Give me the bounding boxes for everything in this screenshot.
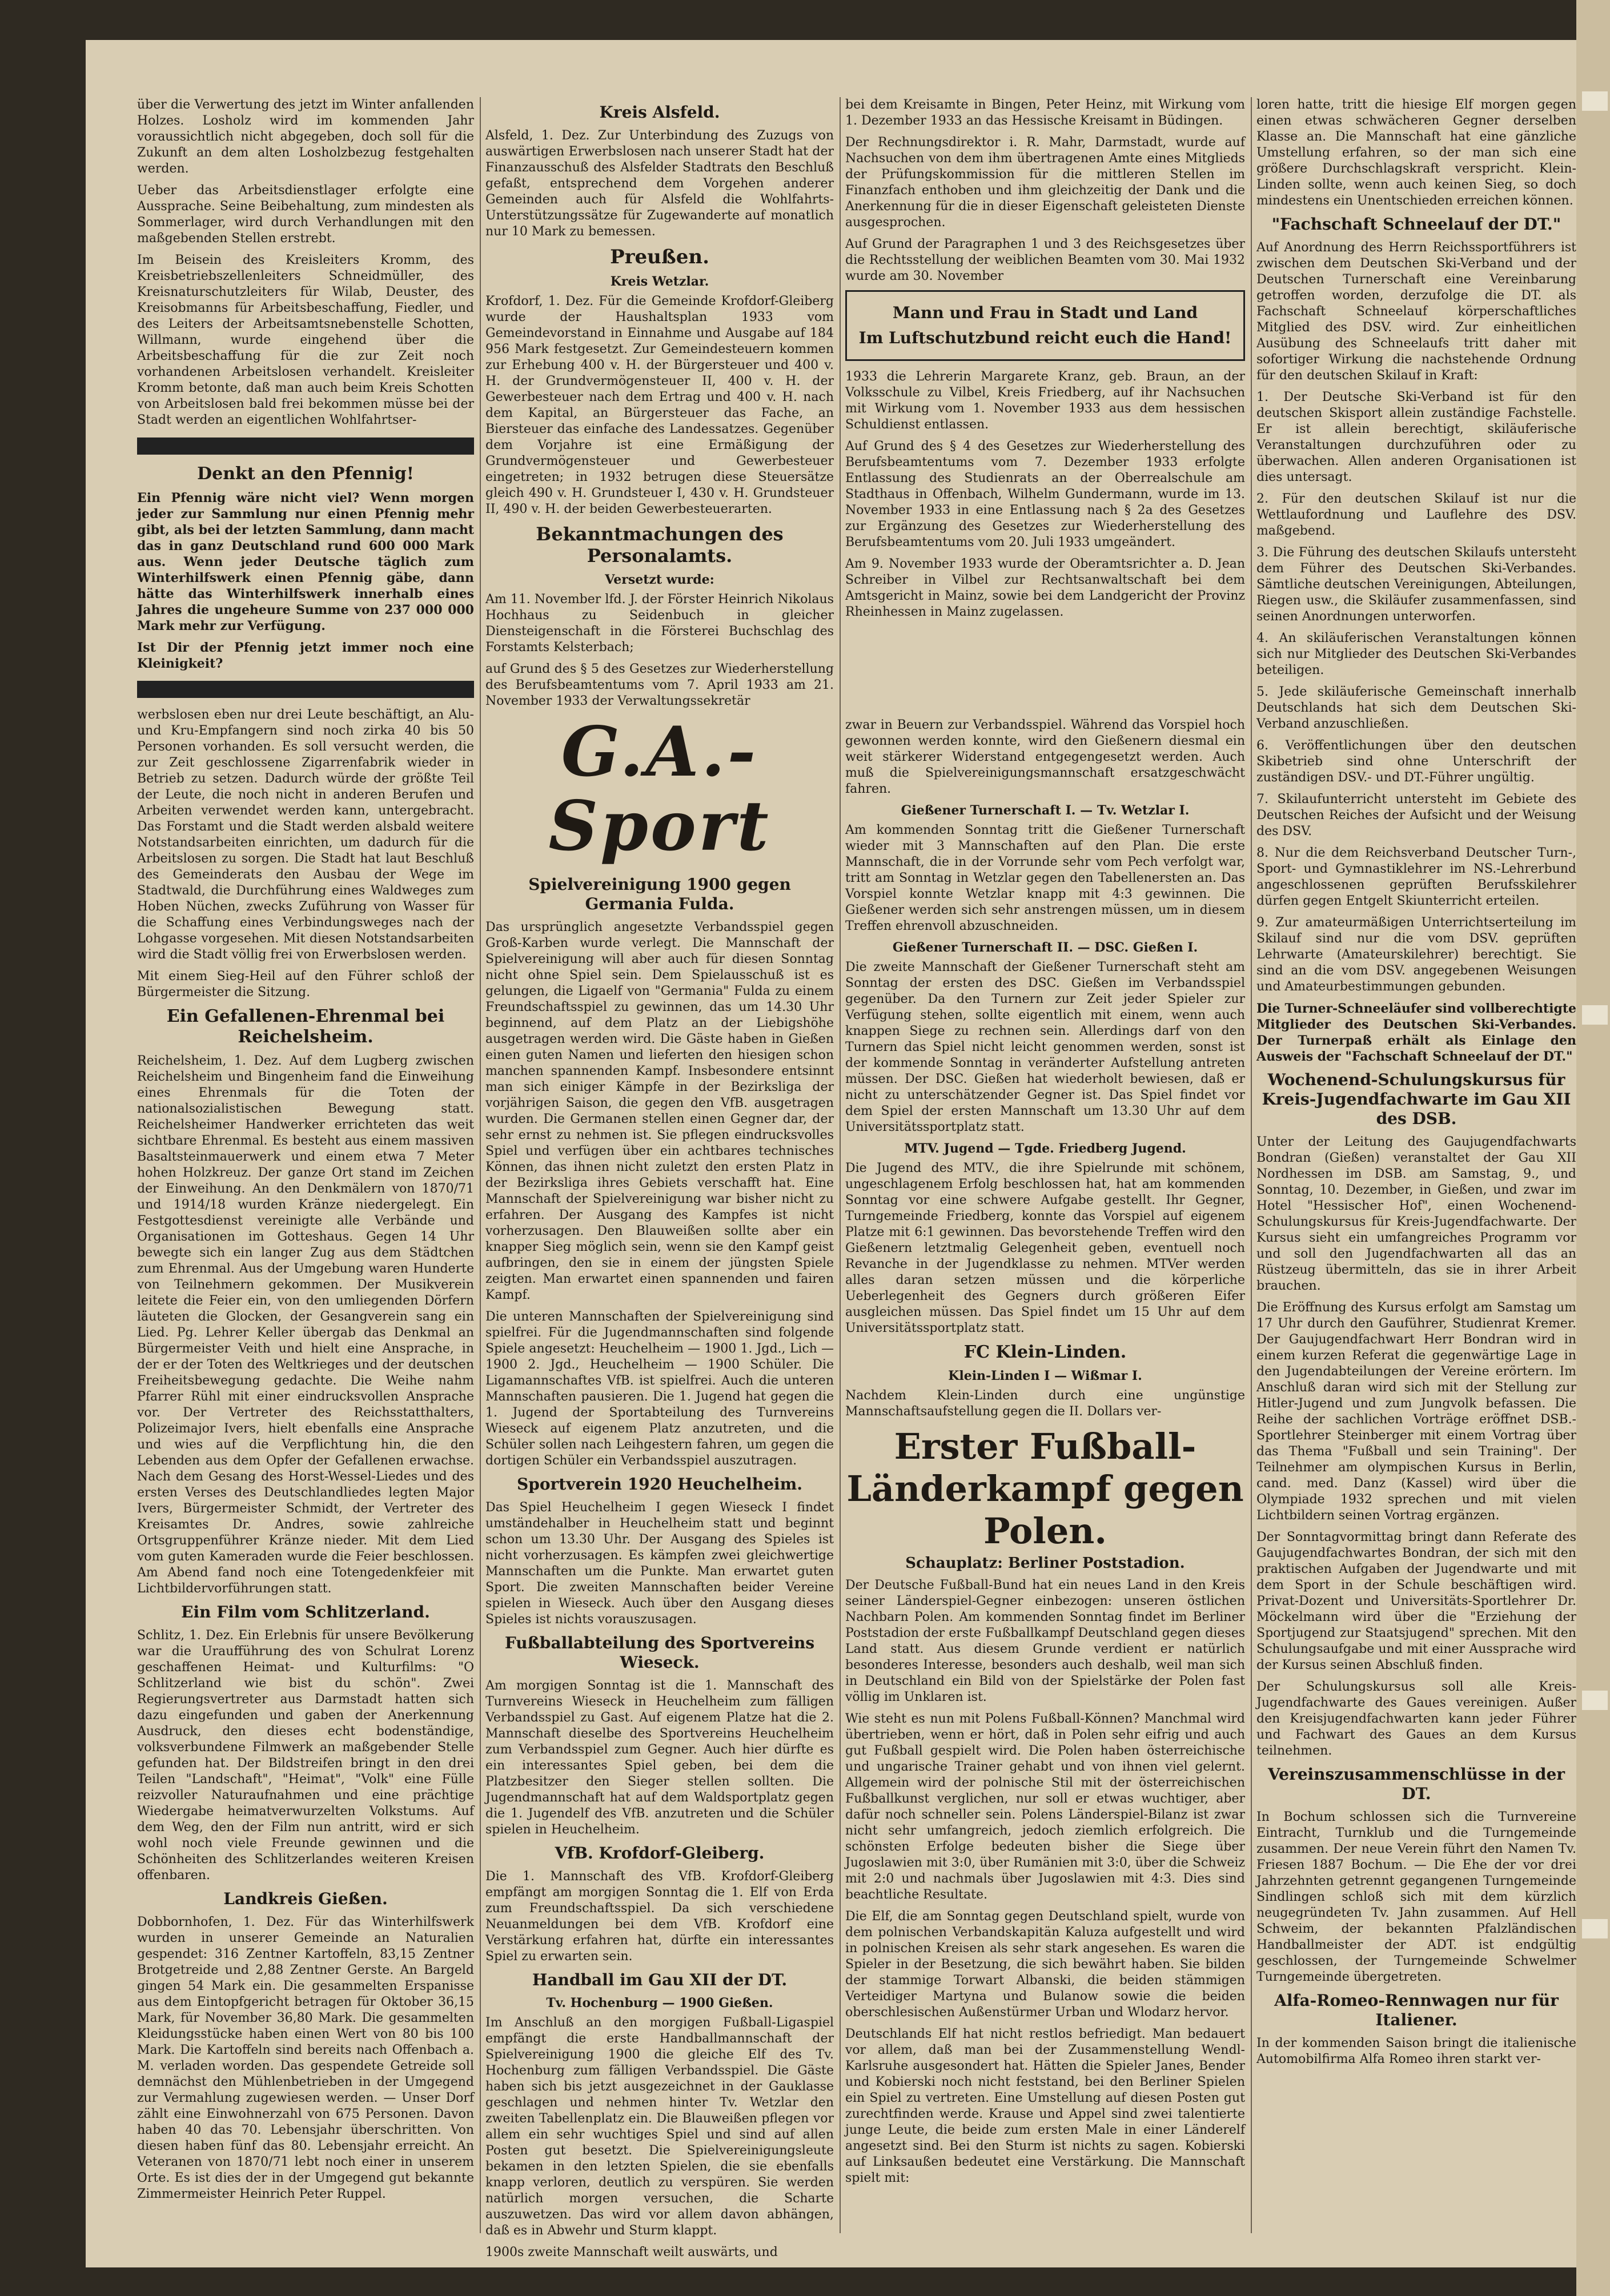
article-text: Am 9. November 1933 wurde der Oberamtsrichter a. D. Jean Schreiber in Vilbel zur Rechtsanwaltschaft bei dem Amtsgericht in Mainz, sowie bei dem Landgericht der Provinz Rheinhessen in Mainz zugelassen. [845,557,1245,619]
headline: Handball im Gau XII der DT. [532,1970,788,1989]
newspaper-page [86,40,1576,2267]
adjacent-page-edge [1576,0,1610,2296]
article-text: 1933 die Lehrerin Margarete Kranz, geb. Braun, an der Volksschule zu Vilbel, Kreis Friedberg, auf ihr Nachsuchen mit Wirkung vom 1. November 1933 aus dem hessischen Schuldienst entlassen. [845,370,1245,432]
article-text: Ein Pfennig wäre nicht viel? Wenn morgen jeder zur Sammlung nur einen Pfennig mehr gibt, als bei der letzten Sammlung, dann macht das in ganz Deutschland rund 600 000 Mark aus. Wenn jeder Deutsche täglich zum Winterhilfswerk einen Pfennig gäbe, dann hätte das Winterhilfswerk innerhalb eines Jahres die ungeheure Summe von 237 000 000 Mark mehr zur Verfügung. [137,491,474,633]
article-text: Schlitz, 1. Dez. Ein Erlebnis für unsere Bevölkerung war die Uraufführung des von Schulrat Lorenz geschaffenen Heimat- und Kulturfilms: "O Schlitzerland wie bist du schön". Zwei Regierungsvertreter aus Darmstadt hatten sich dazu eingefunden und gaben der Anerkennung Ausdruck, den dieses echt bodenständige, volksverbundene Filmwerk an maßgebender Stelle gefunden hat. Der Bildstreifen bringt in den drei Teilen "Landschaft", "Heimat", "Volk" eine Fülle reizvoller Naturaufnahmen und eine prächtige Wiedergabe heimatverwurzelten Volkstums. Auf dem Weg, den der Film nun antritt, wird er sich wohl noch viele Freunde gewinnen und die Schönheiten des Schlitzerlandes weiteren Kreisen offenbaren. [137,1628,474,1882]
headline: Spielvereinigung 1900 gegen Germania Fulda. [528,875,791,913]
article-text: 5. Jede skiläuferische Gemeinschaft innerhalb Deutschlands hat sich dem Deutschen Ski-Verband anzuschließen. [1256,685,1576,731]
column-1 [137,97,474,2233]
article-text: Ist Dir der Pfennig jetzt immer noch eine Kleinigkeit? [137,640,474,671]
article-text: Die unteren Mannschaften der Spielvereinigung sind spielfrei. Für die Jugendmannschaften sind folgende Spiele angesetzt: Heuchelheim — 1900 1. Jgd., Lich — 1900 2. Jgd., Heuchelheim — 1900 Schüler. Die Ligamannschaftes VfB. ist spielfrei. Auch die unteren Mannschaften pausieren. Die 1. Jugend hat gegen die 1. Jugend der Sportabteilung des Turnvereins Wieseck auf eigenem Platz anzutreten, und die Schüler sollen nach Leihgestern fahren, um gegen die dortigen Schüler ein Verbandsspiel auszutragen. [485,1310,834,1468]
subheadline: Gießener Turnerschaft I. — Tv. Wetzlar I. [901,803,1190,818]
black-rule [137,437,474,455]
article-text: Am 11. November lfd. J. der Förster Heinrich Nikolaus Hochhaus zu Seidenbuch in gleicher Diensteigenschaft in die Försterei Buchschlag des Forstamts Kelsterbach; [485,592,834,655]
article-text: loren hatte, tritt die hiesige Elf morgen gegen einen etwas schwächeren Gegner derselben Klasse an. Die Mannschaft hat eine gänzliche Umstellung erfahren, so der man sich eine größere Durchschlagskraft verspricht. Klein-Linden sollte, wenn auch keinen Sieg, so doch mindestens ein Unentschieden erreichen können. [1256,98,1576,208]
article-text: Das ursprünglich angesetzte Verbandsspiel gegen Groß-Karben wurde verlegt. Die Mannschaft der Spielvereinigung will aber auch für diesen Sonntag nicht ohne Spiel sein. Dem Spielausschuß ist es gelungen, die Ligaelf von "Germania" Fulda zu einem Freundschaftsspiel zu gewinnen, das um 14.30 Uhr beginnend, auf dem Platz an der Liebigshöhe ausgetragen werden wird. Die Gäste haben in Gießen einen guten Namen und lieferten den hiesigen schon manchen spannenden Kampf. Insbesondere entsinnt man sich einiger Kämpfe in der Bezirksliga der vorjährigen Saison, die gegen den VfB. ausgetragen wurden. Die Germanen stellen einen Gegner dar, der sehr ernst zu nehmen ist. Sie pflegen eindrucksvolles Spiel und verfügen über ein achtbares technisches Können, das ihnen nicht zuletzt den ersten Platz in der Bezirksliga ihres Gebiets verschafft hat. Eine Mannschaft der Spielvereinigung war bisher nicht zu erfahren. Der Ausgang des Kampfes ist nicht vorherzusagen. Den Blauweißen sollte aber ein knapper Sieg möglich sein, wenn sie den Kampf geist aufbringen, den sie in einem der jüngsten Spiele zeigten. Man erwartet einen spannenden und fairen Kampf. [485,920,834,1302]
article-text: Deutschlands Elf hat nicht restlos befriedigt. Man bedauert vor allem, daß man bei der Zusammenstellung Wendl-Karlsruhe ausgesondert hat. Hätten die Spieler Janes, Bender und Kobierski noch nicht feststand, bei den Berliner Spielen ein Spiel zu vertreten. Eine Umstellung auf diesen Posten gut zurechtfinden werde. Krause und Appel sind zwei talentierte junge Leute, die beide zum ersten Male in einer Länderelf angesetzt sind. Bei den Sturm ist nichts zu sagen. Kobierski auf Linksaußen bedeutet eine Verstärkung. Die Mannschaft spielt mit: [845,2027,1245,2185]
page-tab [1582,91,1608,111]
column-rule [1251,97,1252,2233]
sport-section-heading: G.A.-Sport [548,712,771,866]
box-line: Mann und Frau in Stadt und Land [892,303,1198,322]
article-text: 2. Für den deutschen Skilauf ist nur die Wettlaufordnung und Lauflehre des DSV. maßgebend. [1256,492,1576,538]
article-text: Reichelsheim, 1. Dez. Auf dem Lugberg zwischen Reichelsheim und Bingenheim fand die Einweihung eines Ehrenmals für die Toten der nationalsozialistischen Bewegung statt. Reichelsheimer Handwerker errichteten das weit sichtbare Ehrenmal. Es besteht aus einem massiven Basaltsteinmauerwerk und einem etwa 7 Meter hohen Holzkreuz. Der ganze Ort stand im Zeichen der Einweihung. An den Denkmälern von 1870/71 und 1914/18 wurden Kränze niedergelegt. Ein Festgottesdienst vereinigte alle Verbände und Organisationen im Gotteshaus. Gegen 14 Uhr bewegte sich ein langer Zug aus dem Städtchen zum Ehrenmal. Aus der Umgebung waren Hunderte von Teilnehmern gekommen. Der Musikverein leitete die Feier ein, von den umliegenden Dörfern läuteten die Glocken, der Gesangverein sang ein Lied. Pg. Lehrer Keller übergab das Denkmal an Bürgermeister Veith und hielt eine Ansprache, in der er der Toten des Weltkrieges und der deutschen Freiheitsbewegung gedachte. Die Weihe nahm Pfarrer Rühl mit einer eindrucksvollen Ansprache vor. Der Vertreter des Reichsstatthalters, Polizeimajor Ivers, hielt ebenfalls eine Ansprache und wies auf die Verpflichtung hin, die den Lebenden aus dem Opfer der Gefallenen erwachse. Nach dem Gesang des Horst-Wessel-Liedes und des ersten Verses des Deutschlandliedes legten Major Ivers, Bürgermeister Schmidt, der Vertreter des Kreisamtes Dr. Andres, sowie zahlreiche Ortsgruppenführer Kränze nieder. Mit dem Lied vom guten Kameraden wurde die Feier beschlossen. Am Abend fand noch eine Totengedenkfeier mit Lichtbildervorführungen statt. [137,1054,474,1596]
column-4 [1256,97,1576,2233]
subheadline: Kreis Wetzlar. [610,274,709,289]
article-text: Der Rechnungsdirektor i. R. Mahr, Darmstadt, wurde auf Nachsuchen von dem ihm übertragenen Amte eines Mitglieds der Prüfungskommission für die mittleren Stellen im Finanzfach enthoben und ihm gleichzeitig der Dank und die Anerkennung für die in dieser Eigenschaft geleisteten Dienste ausgesprochen. [845,135,1245,230]
article-text: Unter der Leitung des Gaujugendfachwarts Bondran (Gießen) veranstaltet der Gau XII Nordhessen im DSB. am Samstag, 9., und Sonntag, 10. Dezember, in Gießen, und zwar im Hotel "Hessischer Hof", einen Wochenend-Schulungskursus für Kreis-Jugendfachwarte. Der Kursus sieht ein umfangreiches Programm vor und soll den Jugendfachwarten all das an Rüstzeug übermitteln, das sie in ihrer Arbeit brauchen. [1256,1135,1576,1293]
article-text: Der Schulungskursus soll alle Kreis-Jugendfachwarte des Gaues vereinigen. Außer den Kreisjugendfachwarten kann jeder Führer und Fachwart des Gaues an dem Kursus teilnehmen. [1256,1680,1576,1758]
page-tab [1582,1919,1608,1938]
polen-banner-headline: Erster Fußball-Länderkampf gegen Polen. [846,1426,1244,1552]
black-rule [137,681,474,698]
article-text: über die Verwertung des jetzt im Winter anfallenden Holzes. Losholz wird im kommenden Jahr voraussichtlich nicht abgegeben, doch soll für die Zukunft an dem alten Losholzbezug festgehalten werden. [137,98,474,176]
article-text: Auf Grund des § 4 des Gesetzes zur Wiederherstellung des Berufsbeamtentums vom 7. Dezember 1933 erfolgte Entlassung des Studienrats an der Oberrealschule am Stadthaus in Offenbach, Wilhelm Gundermann, wurde im 13. November 1933 in eine Entlassung nach § 2a des Gesetzes zur Ergänzung des Gesetzes zur Wiederherstellung des Berufsbeamtentums vom 20. Juli 1933 umgeändert. [845,439,1245,549]
subheadline: Klein-Linden I — Wißmar I. [948,1368,1142,1383]
headline: Fußballabteilung des Sportvereins Wieseck. [504,1633,815,1672]
article-text: Die Elf, die am Sonntag gegen Deutschland spielt, wurde von dem polnischen Verbandskapitän Kaluza aufgestellt und wird in polnischen Kreisen als sehr stark angesehen. Es waren die Spieler in der Besetzung, die sich bewährt haben. Sie bilden der stammige Torwart Albanski, die beiden stämmigen Verteidiger Martyna und Bulanow sowie die beiden oberschlesischen Außenstürmer Urban und Wlodarz hervor. [845,1909,1245,2020]
article-text: Krofdorf, 1. Dez. Für die Gemeinde Krofdorf-Gleiberg wurde der Haushaltsplan 1933 vom Gemeindevorstand in Einnahme und Ausgabe auf 184 956 Mark festgesetzt. Zur Gemeindesteuern kommen zur Erhebung 400 v. H. der Bürgersteuer und 400 v. H. der Grundvermögensteuer II, 400 v. H. der Gewerbesteuer nach dem Ertrag und 400 v. H. nach dem Kapital, an Bürgersteuer das Fache, an Biersteuer das einfache des Landessatzes. Gegenüber dem Vorjahre ist eine Ermäßigung der Grundvermögensteuer und Gewerbesteuer eingetreten; in 1932 betrugen diese Steuersätze gleich 490 v. H. Grundsteuer I, 430 v. H. Grundsteuer II, 490 v. H. der beiden Gewerbesteuerarten. [485,294,834,516]
article-text: 1. Der Deutsche Ski-Verband ist für den deutschen Skisport allein zuständige Fachstelle. Er ist allein berechtigt, skiläuferische Veranstaltungen durchzuführen oder zu überwachen. Allen anderen Organisationen ist dies untersagt. [1256,390,1576,484]
subheadline: Schauplatz: Berliner Poststadion. [905,1555,1185,1572]
subheadline: Gießener Turnerschaft II. — DSC. Gießen I. [892,940,1198,955]
article-text: werbslosen eben nur drei Leute beschäftigt, an Alu- und Kru-Empfangern sind noch zirka 40 bis 50 Personen vorhanden. Es soll versucht werden, die zur Zeit geschlossene Zigarrenfabrik wieder in Betrieb zu setzen. Dadurch würde der größte Teil der Leute, die noch nicht in anderen Berufen und Arbeiten verwendet werden kann, untergebracht. Das Forstamt und die Stadt werden alsbald weitere Notstandsarbeiten einrichten, um dadurch für die Arbeitslosen zu sorgen. Die Stadt hat laut Beschluß des Gemeinderats den Ausbau der Wege im Stadtwald, die Durchführung eines Waldweges zum Hoben Nüchen, zwecks Zuführung von Wasser für die Schaffung eines Verbindungsweges nach der Lohgasse vorgesehen. Mit diesen Notstandsarbeiten wird die Stadt völlig frei von Erwerbslosen werden. [137,708,474,962]
box-line: Im Luftschutzbund reicht euch die Hand! [858,328,1232,347]
column-rule [840,97,841,2233]
article-text: Das Spiel Heuchelheim I gegen Wieseck I findet umständehalber in Heuchelheim statt und beginnt schon um 13.30 Uhr. Der Ausgang des Spieles ist nicht vorherzusagen. Es kämpfen zwei gleichwertige Mannschaften um die Punkte. Man erwartet guten Sport. Die zweiten Mannschaften beider Vereine spielen in Wieseck. Auch über den Ausgang dieses Spieles ist nichts vorauszusagen. [485,1500,834,1627]
article-text: Mit einem Sieg-Heil auf den Führer schloß der Bürgermeister die Sitzung. [137,969,474,1000]
article-text: Die Turner-Schneeläufer sind vollberechtigte Mitglieder des Deutschen Ski-Verbandes. Der Turnerpaß erhält als Einlage den Ausweis der "Fachschaft Schneelauf der DT." [1256,1001,1576,1064]
headline: Ein Film vom Schlitzerland. [181,1603,430,1621]
article-text: Ueber das Arbeitsdienstlager erfolgte eine Aussprache. Seine Beibehaltung, zum mindesten als Sommerlager, wird durch Verhandlungen mit den maßgebenden Stellen erstrebt. [137,183,474,246]
subheadline: Tv. Hochenburg — 1900 Gießen. [546,1996,773,2010]
article-text: In der kommenden Saison bringt die italienische Automobilfirma Alfa Romeo ihren starkt ver- [1256,2036,1576,2066]
article-text: Die zweite Mannschaft der Gießener Turnerschaft steht am Sonntag der ersten des DSC. Gießen im Verbandsspiel gegenüber. Da den Turnern zur Zeit jeder Spieler zur Verfügung stehen, sollte eigentlich mit einem, wenn auch knappen Siege zu rechnen sein. Allerdings darf von den Turnern das Spiel nicht leicht genommen werden, sonst ist der kommende Sonntag in veränderter Aufstellung antreten müssen. Der DSC. Gießen hat wiederholt bewiesen, daß er nicht zu unterschätzender Gegner ist. Das Spiel findet vor dem Spiel der ersten Mannschaft um 13.30 Uhr auf dem Universitätssportplatz statt. [845,960,1245,1134]
headline: Denkt an den Pfennig! [197,464,414,484]
article-text: 4. An skiläuferischen Veranstaltungen können sich nur Mitglieder des Deutschen Ski-Verbandes beteiligen. [1256,631,1576,677]
article-text: Auf Anordnung des Herrn Reichssportführers ist zwischen dem Deutschen Ski-Verband und der Deutschen Turnerschaft eine Vereinbarung getroffen worden, derzufolge die DT. als Fachschaft Schneelauf körperschaftliches Mitglied des DSV. wird. Zur einheitlichen Ausübung des Schneelaufs tritt daher mit sofortiger Wirkung die nachstehende Ordnung für den deutschen Skilauf in Kraft: [1256,240,1576,383]
article-text: Am morgigen Sonntag ist die 1. Mannschaft des Turnvereins Wieseck in Heuchelheim zum fälligen Verbandsspiel zu Gast. Auf eigenem Platze hat die 2. Mannschaft dieselbe des Sportvereins Heuchelheim zum Verbandsspiel zum Gegner. Auch hier dürfte es ein interessantes Spiel geben, bei dem die Platzbesitzer den Sieger stellen sollten. Die Jugendmannschaft hat auf dem Waldsportplatz gegen die 1. Jugendelf des VfB. anzutreten und die Schüler spielen in Heuchelheim. [485,1679,834,1837]
subheadline: Versetzt wurde: [605,572,714,587]
subheadline: MTV. Jugend — Tgde. Friedberg Jugend. [904,1141,1186,1156]
article-text: Am kommenden Sonntag tritt die Gießener Turnerschaft wieder mit 3 Mannschaften auf den Plan. Die erste Mannschaft, die in der Vorrunde sehr vom Pech verfolgt war, tritt am Sonntag in Wetzlar gegen den Tabellenersten an. Das Vorspiel konnte Wetzlar knapp mit 4:3 gewinnen. Die Gießener werden sich sehr anstrengen müssen, um in diesem Treffen ehrenvoll abzuschneiden. [845,823,1245,933]
headline: VfB. Krofdorf-Gleiberg. [555,1844,765,1863]
headline: Landkreis Gießen. [223,1889,388,1908]
headline: Alfa-Romeo-Rennwagen nur für Italiener. [1274,1991,1559,2029]
spacer [845,626,1245,717]
headline: Sportverein 1920 Heuchelheim. [517,1475,802,1494]
headline: Preußen. [610,246,709,268]
luftschutz-box [845,290,1245,361]
article-text: auf Grund des § 5 des Gesetzes zur Wiederherstellung des Berufsbeamtentums vom 7. April 1933 am 21. November 1933 der Verwaltungssekretär [485,662,834,708]
article-text: Dobbornhofen, 1. Dez. Für das Winterhilfswerk wurden in unserer Gemeinde an Naturalien gespendet: 316 Zentner Kartoffeln, 83,15 Zentner Brotgetreide und 2,88 Zentner Gerste. An Bargeld gingen 54 Mark ein. Die gesammelten Erspanisse aus dem Eintopfgericht betragen für Oktober 36,15 Mark, für November 36,80 Mark. Die gesammelten Kleidungsstücke haben einen Wert von 80 bis 100 Mark. Die Kartoffeln sind bereits nach Offenbach a. M. verladen worden. Das gespendete Getreide soll demnächst den Mühlenbetrieben in der Umgegend zur Vermahlung zugewiesen werden. — Unser Dorf zählt eine Einwohnerzahl von 675 Personen. Davon haben 40 das 70. Lebensjahr überschritten. Von diesen haben fünf das 80. Lebensjahr erreicht. An Veteranen von 1870/71 lebt noch einer in unserem Orte. Es ist dies der in der Umgegend gut bekannte Zimmermeister Heinrich Peter Ruppel. [137,1915,474,2201]
headline: FC Klein-Linden. [963,1342,1127,1362]
column-2 [485,97,834,2259]
article-text: Im Beisein des Kreisleiters Kromm, des Kreisbetriebszellenleiters Schneidmüller, des Kreisnaturschutzleiters für Wilab, Deuster, des Kreisobmanns für Arbeitsbeschaffung, Fiedler, und des Leiters der Arbeitsamtsnebenstelle Schotten, Willmann, wurde eingehend über die Arbeitsbeschaffung für die zur Zeit noch vorhandenen Arbeitslosen verhandelt. Kreisleiter Kromm betonte, daß man auch beim Kreis Schotten von Arbeitslosen bald frei bekommen müsse bei der Stadt werden an eigentlichen Wohlfahrtser- [137,253,474,427]
article-text: Auf Grund der Paragraphen 1 und 3 des Reichsgesetzes über die Rechtsstellung der weiblichen Beamten vom 30. Mai 1932 wurde am 30. November [845,237,1245,283]
headline: Ein Gefallenen-Ehrenmal bei Reichelsheim. [166,1006,445,1047]
column-rule [480,97,481,2233]
article-text: Die Jugend des MTV., die ihre Spielrunde mit schönem, ungeschlagenem Erfolg beschlossen hat, hat am kommenden Sonntag vor eine schwere Aufgabe gestellt. Ihr Gegner, Turngemeinde Friedberg, konnte das Vorspiel auf eigenem Platze mit 6:1 gewinnen. Das bevorstehende Treffen wird den Gießenern letztmalig Gelegenheit geben, eventuell noch Revanche in der Jugendklasse zu nehmen. MTVer werden alles daran setzen müssen und die körperliche Ueberlegenheit des Gegners durch größeren Eifer ausgleichen müssen. Das Spiel findet um 15 Uhr auf dem Universitätssportplatz statt. [845,1161,1245,1335]
article-text: zwar in Beuern zur Verbandsspiel. Während das Vorspiel hoch gewonnen werden konnte, wird den Gießenern diesmal ein weit stärkerer Widerstand entgegengesetzt werden. Auch muß die Spielvereinigungsmannschaft ersatzgeschwächt fahren. [845,718,1245,796]
article-text: Der Deutsche Fußball-Bund hat ein neues Land in den Kreis seiner Länderspiel-Gegner einbezogen: unseren östlichen Nachbarn Polen. Am kommenden Sonntag findet im Berliner Poststadion der erste Fußballkampf Deutschland gegen dieses Land statt. Aus diesem Grunde verdient er natürlich besonderes Interesse, besonders auch deshalb, weil man sich in Deutschland ein Bild von der Spielstärke der Polen fast völlig im Unklaren ist. [845,1578,1245,1704]
column-3 [845,97,1245,2233]
article-text: Die Eröffnung des Kursus erfolgt am Samstag um 17 Uhr durch den Gauführer, Studienrat Kremer. Der Gaujugendfachwart Herr Bondran wird in einem kurzen Referat die gegenwärtige Lage in den Jugendabteilungen der Vereine erörtern. Im Anschluß daran wird sich mit der Stellung zur Hitler-Jugend und zum Jungvolk befassen. Die Reihe der sachlichen Vorträge eröffnet DSB.-Sportlehrer Steinberger mit einem Vortrag über das Thema "Fußball und sein Training". Der Teilnehmer am olympischen Kursus in Berlin, cand. med. Danz (Kassel) wird über die Olympiade 1932 sprechen und mit vielen Lichtbildern seinen Vortrag ergänzen. [1256,1300,1576,1523]
article-text: 7. Skilaufunterricht untersteht im Gebiete des Deutschen Reiches der Aufsicht und der Weisung des DSV. [1256,792,1576,838]
article-text: 6. Veröffentlichungen über den deutschen Skibetrieb sind ohne Unterschrift der zuständigen DSV.- und DT.-Führer ungültig. [1256,738,1576,785]
page-tab [1582,1691,1608,1710]
headline: Wochenend-Schulungskursus für Kreis-Jugendfachwarte im Gau XII des DSB. [1262,1070,1571,1128]
article-text: Der Sonntagvormittag bringt dann Referate des Gaujugendfachwartes Bondran, der sich mit den praktischen Aufgaben der Jugendwarte und mit dem Sport in der Schule beschäftigen wird. Privat-Dozent und Universitäts-Sportlehrer Dr. Möckelmann wird über die "Erziehung der Sportjugend zur Staatsjugend" sprechen. Mit den Schulungsaufgabe und mit einer Aussprache wird der Kursus seinen Abschluß finden. [1256,1530,1576,1672]
headline: Vereinszusammenschlüsse in der DT. [1267,1765,1565,1803]
article-text: 3. Die Führung des deutschen Skilaufs untersteht dem Führer des Deutschen Ski-Verbandes. Sämtliche deutschen Vereinigungen, Abteilungen, Riegen usw., die Skiläufer zusammenfassen, sind seinen Anordnungen unterworfen. [1256,545,1576,624]
article-text: 9. Zur amateurmäßigen Unterrichtserteilung im Skilauf sind nur die vom DSV. geprüften Lehrwarte (Amateurskilehrer) berechtigt. Sie sind an die vom DSV. angegebenen Weisungen und Amateurbestimmungen gebunden. [1256,916,1576,994]
article-text: Wie steht es nun mit Polens Fußball-Können? Manchmal wird übertrieben, wenn er hört, daß in Polen sehr eifrig und auch gut Fußball gespielt wird. Die Polen haben österreichische und ungarische Trainer gehabt und von ihnen viel gelernt. Allgemein wird der polnische Stil mit der österreichischen Fußballkunst verglichen, nur soll er etwas wuchtiger, aber dafür noch schneller sein. Polens Länderspiel-Bilanz ist zwar nicht sehr umfangreich, jedoch ziemlich erfolgreich. Die schönsten Erfolge bedeuten bisher die Siege über Jugoslawien mit 3:0, über Rumänien mit 3:0, über die Schweiz mit 2:0 und nachmals über Jugoslawien mit 4:3. Dies sind beachtliche Resultate. [845,1712,1245,1902]
headline: Kreis Alsfeld. [599,103,720,122]
article-text: Die 1. Mannschaft des VfB. Krofdorf-Gleiberg empfängt am morgigen Sonntag die 1. Elf von Erda zum Freundschaftsspiel. Da sich verschiedene Neuanmeldungen bei dem VfB. Krofdorf eine Verstärkung erfahren hat, dürfte ein interessantes Spiel zu erwarten sein. [485,1869,834,1964]
headline: Bekanntmachungen des Personalamts. [536,523,784,567]
article-text: Nachdem Klein-Linden durch eine ungünstige Mannschaftsaufstellung gegen die II. Dollars ver- [845,1388,1245,1419]
article-text: 8. Nur die dem Reichsverband Deutscher Turn-, Sport- und Gymnastiklehrer im NS.-Lehrerbund angeschlossenen geprüften Berufsskilehrer dürfen gegen Entgelt Skiunterricht erteilen. [1256,846,1576,908]
article-text: In Bochum schlossen sich die Turnvereine Eintracht, Turnklub und die Turngemeinde zusammen. Der neue Verein führt den Namen Tv. Friesen 1887 Bochum. — Die Ehe der vor drei Jahrzehnten getrennt gegangenen Turngemeinde Sindlingen schloß sich mit dem kürzlich neugegründeten Tv. Jahn zusammen. Auf Hell Schweim, der bekannten Pfalzländischen Handballmeister der ADT. ist endgültig geschlossen, der Turngemeinde Schwelmer Turngemeinde übergetreten. [1256,1810,1576,1984]
article-text: bei dem Kreisamte in Bingen, Peter Heinz, mit Wirkung vom 1. Dezember 1933 an das Hessische Kreisamt in Büdingen. [845,98,1245,128]
article-text: Alsfeld, 1. Dez. Zur Unterbindung des Zuzugs von auswärtigen Erwerbslosen nach unserer Stadt hat der Finanzausschuß des Alsfelder Stadtrats den Beschluß gefaßt, entsprechend dem Vorgehen anderer Gemeinden auch für Alsfeld die Wohlfahrts-Unterstützungssätze für Zugewanderte auf monatlich nur 10 Mark zu bemessen. [485,129,834,239]
page-tab [1582,1005,1608,1025]
article-text: Im Anschluß an den morgigen Fußball-Ligaspiel empfängt die erste Handballmannschaft der Spielvereinigung 1900 die gleiche Elf des Tv. Hochenburg zum fälligen Verbandsspiel. Die Gäste haben sich bis jetzt ausgezeichnet in der Gauklasse geschlagen und nehmen hinter Tv. Wetzlar den zweiten Tabellenplatz ein. Die Blauweißen pflegen vor allem ein sehr wuchtiges Spiel und sind auf allen Posten gut besetzt. Die Spielvereinigungsleute bekamen in den letzten Spielen, die sie ebenfalls knapp verloren, deutlich zu verspüren. Sie werden natürlich morgen versuchen, die Scharte auszuwetzen. Das wird vor allem davon abhängen, daß es in Abwehr und Sturm klappt. [485,2016,834,2238]
headline: "Fachschaft Schneelauf der DT." [1271,215,1561,234]
article-text: 1900s zweite Mannschaft weilt auswärts, und [485,2245,778,2259]
